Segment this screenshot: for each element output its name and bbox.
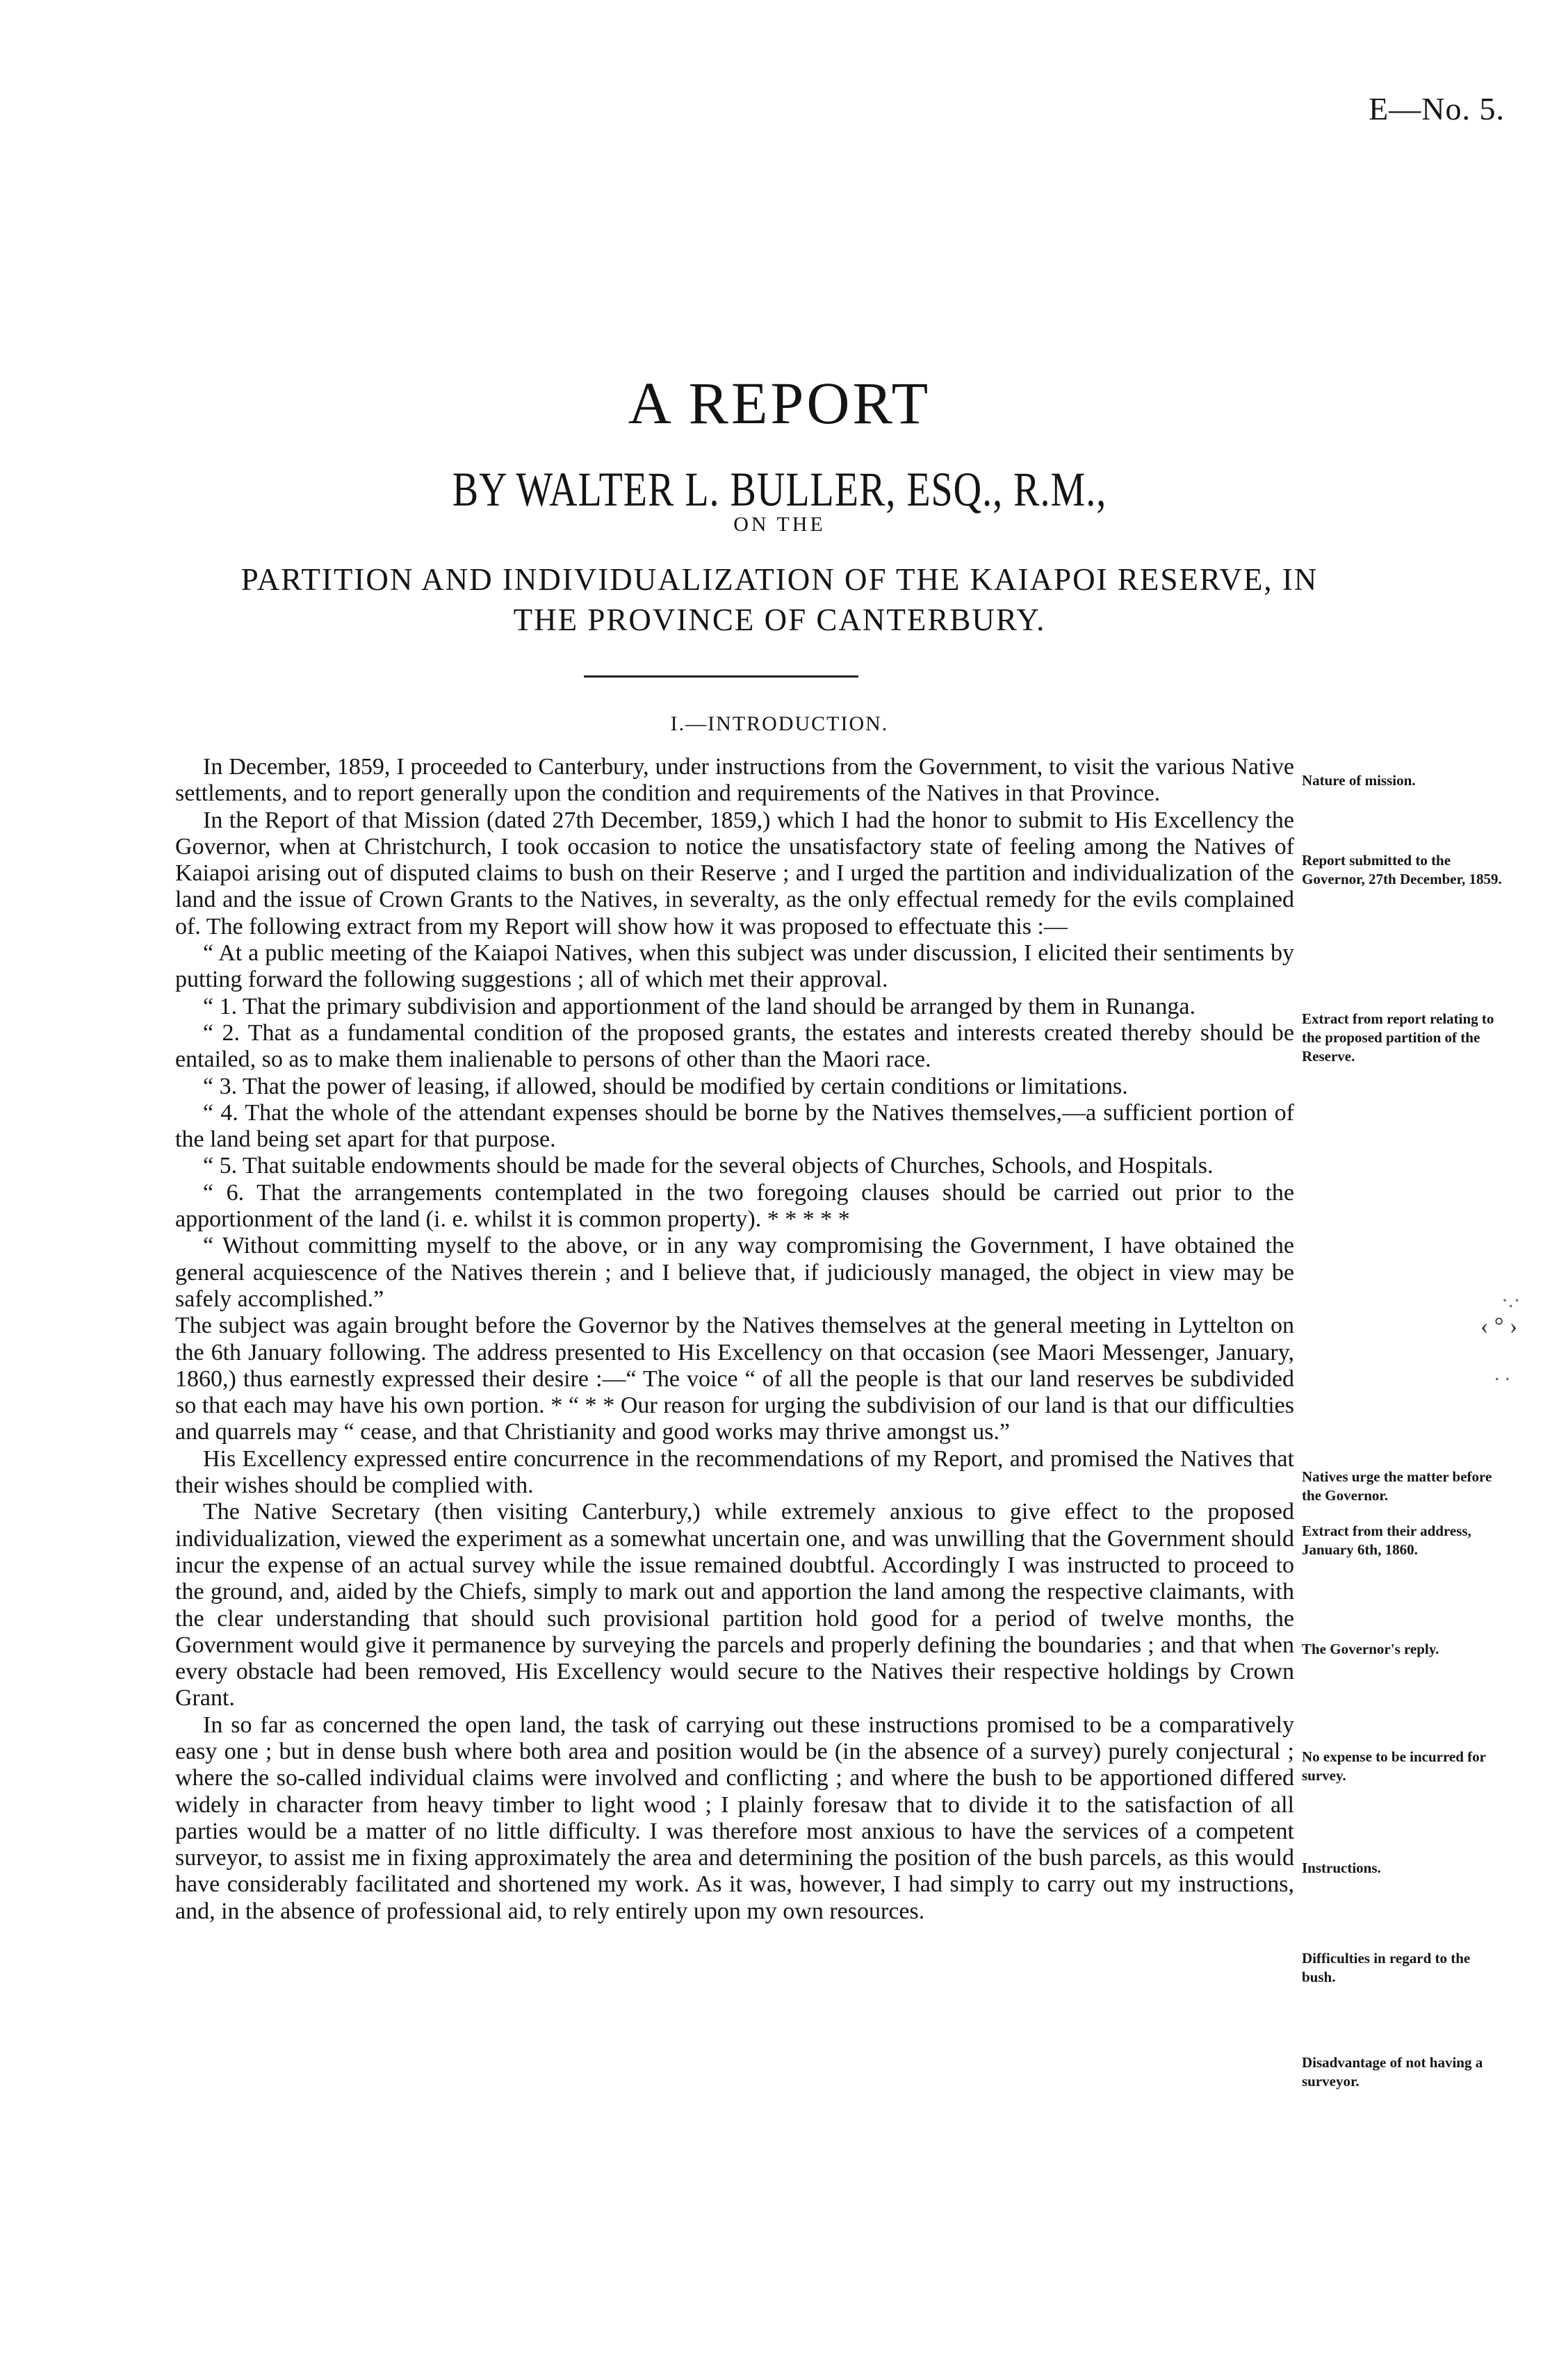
- margin-note: Natives urge the matter before the Governor.: [1302, 1468, 1492, 1504]
- margin-note: The Governor's reply.: [1302, 1641, 1439, 1657]
- paragraph: “ 2. That as a fundamental condition of the proposed grants, the estates and interests created thereby should be entailed, so as to make them inalienable to persons of other than the Maori race.: [175, 1019, 1294, 1073]
- print-speck: . .: [1494, 1362, 1510, 1385]
- paragraph: In December, 1859, I proceeded to Canterbury, under instructions from the Government, to visit the various Native settlements, and to report generally upon the condition and requirements of the Natives in that Province.: [175, 754, 1294, 807]
- margin-note: No expense to be incurred for survey.: [1302, 1748, 1486, 1784]
- margin-note: Instructions.: [1302, 1860, 1381, 1876]
- paragraph: “ 6. That the arrangements contemplated in the two foregoing clauses should be carried out prior to the apportionment of the land (i. e. whilst it is common property). * * * * *: [175, 1179, 1294, 1233]
- margin-note: Difficulties in regard to the bush.: [1302, 1950, 1471, 1985]
- report-title: A REPORT: [628, 370, 931, 436]
- report-on: ON THE: [733, 513, 826, 536]
- margin-note: Disadvantage of not having a surveyor.: [1302, 2054, 1483, 2090]
- paragraph: “ 3. That the power of leasing, if allowed, should be modified by certain conditions or limitations.: [203, 1073, 1128, 1099]
- paragraph: “ At a public meeting of the Kaiapoi Natives, when this subject was under discussion, I elicited their sentiments by putting forward the following suggestions ; all of which met their approval.: [175, 940, 1294, 993]
- margin-note: Nature of mission.: [1302, 772, 1416, 789]
- page-reference: E—No. 5.: [1369, 91, 1505, 126]
- paragraph: In so far as concerned the open land, the task of carrying out these instructions promised to be a comparatively easy one ; but in dense bush where both area and position would be (in the absence of a survey) purely conjectural ; where the so-called individual claims were involved and conflicting ; and where the bush to be apportioned differed widely in character from heavy timber to light wood ; I plainly foresaw that to divide it to the satisfaction of all parties would be a matter of no little difficulty. I was therefore most anxious to have the services of a competent surveyor, to assist me in fixing approximately the area and determining the position of the bush parcels, as this would have considerably facilitated and shortened my work. As it was, however, I had simply to carry out my instructions, and, in the absence of professional aid, to rely entirely upon my own resources.: [175, 1712, 1294, 1924]
- report-subject: [0, 559, 1559, 640]
- paragraph: In the Report of that Mission (dated 27th December, 1859,) which I had the honor to submit to His Excellency the Governor, when at Christchurch, I took occasion to notice the unsatisfactory state of feeling among the Natives of Kaiapoi arising out of disputed claims to bush on their Reserve ; and I urged the partition and individualization of the land and the issue of Crown Grants to the Natives, in severalty, as the only effectual remedy for the evils complained of. The following extract from my Report will show how it was proposed to effectuate this :—: [175, 807, 1294, 939]
- paragraph: The Native Secretary (then visiting Canterbury,) while extremely anxious to give effect to the proposed individualization, viewed the experiment as a somewhat uncertain one, and was unwilling that the Government should incur the expense of an actual survey while the issue remained doubtful. Accordingly I was instructed to proceed to the ground, and, aided by the Chiefs, simply to mark out and apportion the land among the respective claimants, with the clear understanding that should such provisional partition hold good for a period of twelve months, the Government would give it permanence by surveying the parcels and properly defining the boundaries ; and that when every obstacle had been removed, His Excellency would secure to the Natives their respective holdings by Crown Grant.: [175, 1499, 1294, 1712]
- paragraph: The subject was again brought before the Governor by the Natives themselves at the general meeting in Lyttelton on the 6th January following. The address presented to His Excellency on that occasion (see Maori Messenger, January, 1860,) thus earnestly expressed their desire :—“ The voice “ of all the people is that our land reserves be subdivided so that each may have his own portion. * “ * * Our reason for urging the subdivision of our land is that our difficulties and quarrels may “ cease, and that Christianity and good works may thrive amongst us.”: [175, 1313, 1294, 1445]
- print-speck: ‹ ° ›: [1480, 1313, 1518, 1339]
- paragraph: “ 1. That the primary subdivision and apportionment of the land should be arranged by them in Runanga.: [203, 993, 1195, 1019]
- report-body: [175, 754, 1294, 1925]
- margin-note: Extract from report relating to the proposed partition of the Reserve.: [1302, 1010, 1494, 1065]
- paragraph: “ 5. That suitable endowments should be made for the several objects of Churches, Schools, and Hospitals.: [203, 1153, 1214, 1179]
- section-heading: I.—INTRODUCTION.: [670, 712, 889, 735]
- paragraph: “ 4. That the whole of the attendant expenses should be borne by the Natives themselves,—a sufficient portion of the land being set apart for that purpose.: [175, 1099, 1294, 1153]
- report-subject-text: PARTITION AND INDIVIDUALIZATION OF THE KAIAPOI RESERVE, IN THE PROVINCE OF CANTERBURY.: [240, 562, 1319, 637]
- paragraph: “ Without committing myself to the above, or in any way compromising the Government, I have obtained the general acquiescence of the Natives therein ; and I believe that, if judiciously managed, the object in view may be safely accomplished.”: [175, 1233, 1294, 1312]
- print-speck: ·.·: [1501, 1289, 1521, 1312]
- report-author: BY WALTER L. BULLER, ESQ., R.M.,: [452, 463, 1107, 517]
- title-rule: [584, 675, 858, 678]
- margin-note: Extract from their address, January 6th, 1860.: [1302, 1523, 1471, 1558]
- margin-note: Report submitted to the Governor, 27th December, 1859.: [1302, 852, 1502, 887]
- paragraph: His Excellency expressed entire concurrence in the recommendations of my Report, and promised the Natives that their wishes should be complied with.: [175, 1445, 1294, 1499]
